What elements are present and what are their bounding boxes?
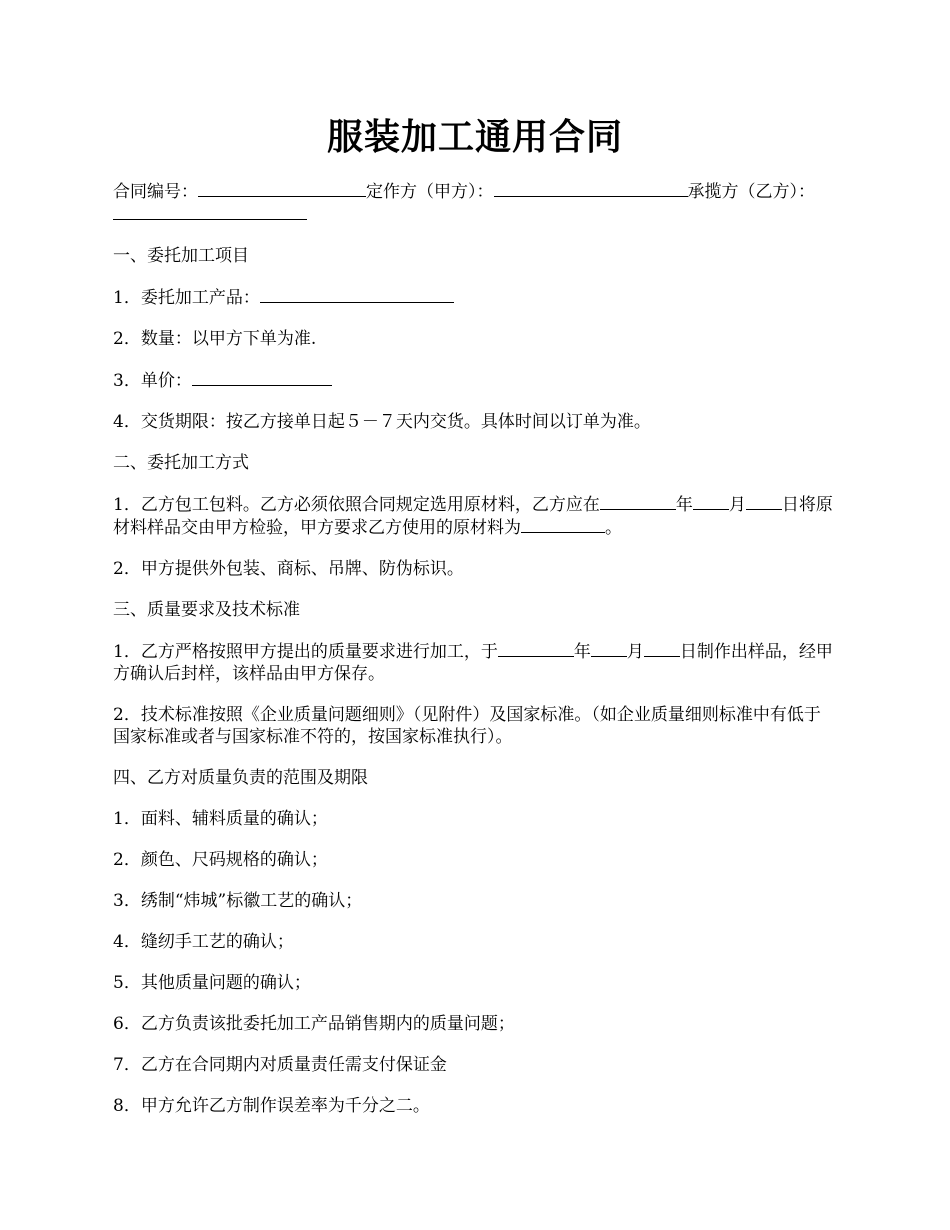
clause-unit-price-label: 3．单价： (113, 371, 192, 391)
clause-unit-price (113, 369, 835, 392)
document-body (113, 180, 835, 1136)
product-blank (260, 286, 454, 303)
year-blank (600, 493, 676, 510)
month-label: 月 (626, 642, 644, 662)
section-heading: 一、委托加工项目 (113, 246, 249, 266)
clause-item: 1．面料、辅料质量的确认； (113, 809, 328, 829)
clause-product-label: 1．委托加工产品： (113, 288, 260, 308)
clause-item: 7．乙方在合同期内对质量责任需支付保证金 (113, 1055, 447, 1075)
month-blank (591, 640, 627, 657)
year-label: 年 (573, 642, 591, 662)
day-blank (644, 640, 680, 657)
contract-header-line (113, 180, 835, 226)
clause-standard: 2．技术标准按照《企业质量问题细则》（见附件）及国家标准。（如企业质量细则标准中有低于国家标准或者与国家标准不符的，按国家标准执行）。 (113, 705, 821, 747)
period: 。 (605, 518, 622, 538)
year-blank (498, 640, 574, 657)
party-b-blank (113, 203, 307, 220)
day-blank (746, 493, 782, 510)
clause-materials-text: 日将原材料样品交由甲方检验，甲方要求乙方使用的原材料为 (113, 495, 833, 538)
clause-packaging: 2．甲方提供外包装、商标、吊牌、防伪标识。 (113, 559, 464, 579)
clause-materials (113, 493, 835, 539)
section-heading: 二、委托加工方式 (113, 453, 249, 473)
section-heading: 四、乙方对质量负责的范围及期限 (113, 768, 368, 788)
clause-item: 3．绣制“炜城”标徽工艺的确认； (113, 891, 363, 911)
clause-item: 8．甲方允许乙方制作误差率为千分之二。 (113, 1096, 430, 1116)
party-a-label: 定作方（甲方）： (366, 182, 494, 202)
clause-quality-text: 1．乙方严格按照甲方提出的质量要求进行加工，于 (113, 642, 498, 662)
unit-price-blank (192, 369, 332, 386)
clause-product (113, 286, 835, 309)
party-a-blank (494, 180, 688, 197)
contract-number-label: 合同编号： (113, 182, 198, 202)
clause-quality (113, 640, 835, 685)
materials-blank (521, 516, 605, 533)
clause-quantity: 2．数量：以甲方下单为准. (113, 329, 317, 349)
clause-item: 4．缝纫手工艺的确认； (113, 932, 294, 952)
month-blank (693, 493, 729, 510)
document-title: 服装加工通用合同 (326, 116, 623, 158)
clause-materials-text: 1．乙方包工包料。乙方必须依照合同规定选用原材料，乙方应在 (113, 495, 600, 515)
party-b-label: 承揽方（乙方）： (687, 182, 815, 202)
year-label: 年 (675, 495, 693, 515)
clause-item: 5．其他质量问题的确认； (113, 973, 311, 993)
clause-item: 2．颜色、尺码规格的确认； (113, 850, 328, 870)
clause-delivery: 4．交货期限：按乙方接单日起５－７天内交货。具体时间以订单为准。 (113, 412, 651, 432)
contract-number-blank (198, 180, 366, 197)
clause-quality-text: 日制作出样品，经甲方确认后封样，该样品由甲方保存。 (113, 642, 833, 684)
section-heading: 三、质量要求及技术标准 (113, 600, 300, 620)
month-label: 月 (728, 495, 746, 515)
clause-item: 6．乙方负责该批委托加工产品销售期内的质量问题； (113, 1014, 515, 1034)
